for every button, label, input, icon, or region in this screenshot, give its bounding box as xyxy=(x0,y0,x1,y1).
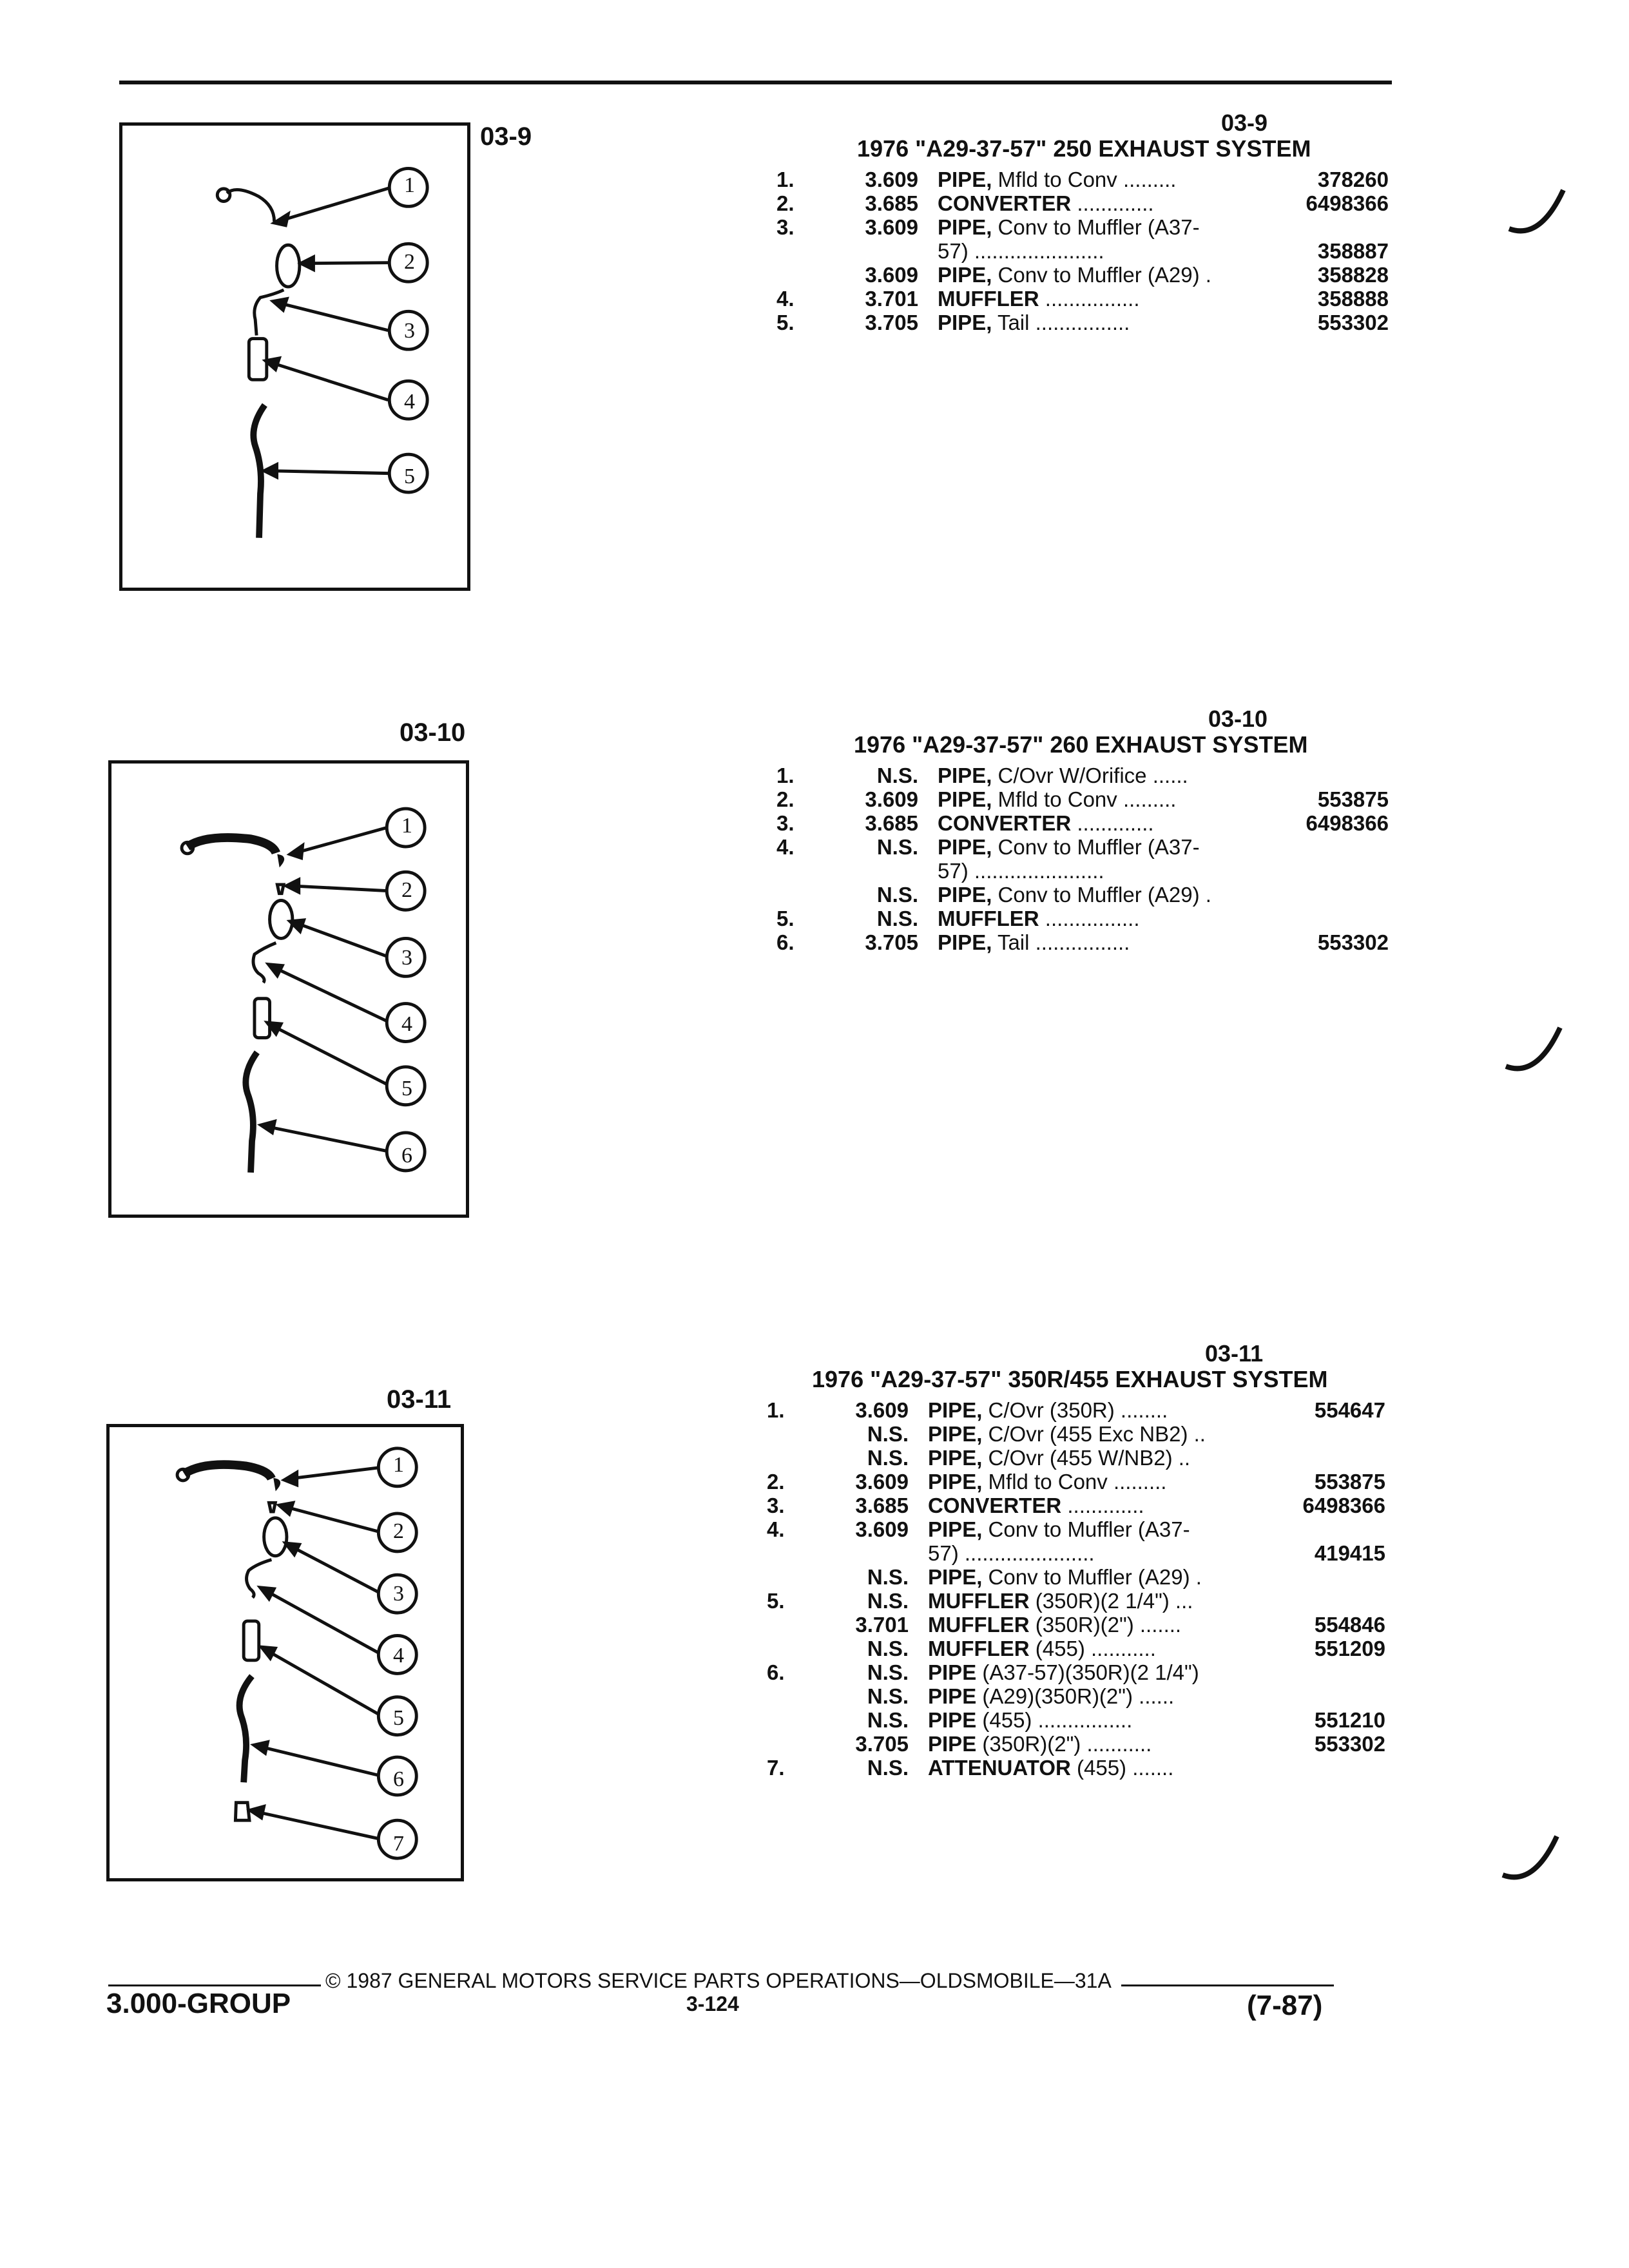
part-detail: C/Ovr W/Orifice ...... xyxy=(992,764,1188,787)
part-number: 419415 xyxy=(1314,1541,1385,1565)
part-description xyxy=(938,191,1154,216)
part-description xyxy=(928,1589,1193,1613)
part-detail: (455) ................ xyxy=(976,1708,1133,1732)
group-number: 3.609 xyxy=(865,215,918,239)
part-name: PIPE xyxy=(928,1660,977,1684)
part-detail: (350R)(2") ....... xyxy=(1029,1613,1182,1637)
callout-4: 4 xyxy=(401,1012,412,1036)
figure-label-03-11: 03-11 xyxy=(387,1385,452,1414)
item-number: 6. xyxy=(767,1660,785,1684)
item-number: 1. xyxy=(767,1398,785,1422)
part-detail: Conv to Muffler (A37- xyxy=(992,835,1200,859)
part-name: CONVERTER xyxy=(928,1494,1062,1517)
part-detail: ............. xyxy=(1071,191,1154,215)
part-row xyxy=(767,1398,1385,1422)
part-detail: ............. xyxy=(1061,1494,1144,1517)
item-number: 7. xyxy=(767,1756,785,1780)
bracket-mark xyxy=(1498,1008,1576,1086)
part-row xyxy=(776,883,1389,907)
part-detail: C/Ovr (455 Exc NB2) .. xyxy=(982,1422,1206,1446)
item-number: 1. xyxy=(776,764,795,787)
bracket-mark xyxy=(1501,171,1579,248)
part-row xyxy=(776,191,1389,215)
callout-5: 5 xyxy=(393,1706,404,1730)
part-row xyxy=(776,811,1389,835)
part-row xyxy=(776,859,1389,883)
section-code: 03-10 xyxy=(1208,706,1268,732)
group-number: N.S. xyxy=(867,1756,909,1780)
part-description xyxy=(928,1470,1166,1494)
part-number: 358887 xyxy=(1317,239,1389,263)
group-number: 3.609 xyxy=(855,1470,909,1494)
part-description xyxy=(928,1398,1168,1423)
item-number: 3. xyxy=(776,811,795,835)
item-number: 3. xyxy=(776,215,795,239)
part-name: PIPE, xyxy=(928,1398,983,1422)
section-title: 1976 "A29-37-57" 260 EXHAUST SYSTEM xyxy=(854,731,1308,758)
part-row xyxy=(767,1756,1385,1780)
part-row xyxy=(767,1517,1385,1541)
part-description xyxy=(928,1660,1199,1685)
part-name: CONVERTER xyxy=(938,191,1072,215)
item-number: 4. xyxy=(776,287,795,311)
item-number: 5. xyxy=(776,907,795,930)
part-row xyxy=(776,787,1389,811)
part-number: 553302 xyxy=(1317,311,1389,334)
part-detail: Conv to Muffler (A29) . xyxy=(992,263,1211,287)
group-number: 3.685 xyxy=(865,191,918,215)
part-detail: ............. xyxy=(1071,811,1154,835)
part-name: PIPE, xyxy=(938,263,992,287)
item-number: 4. xyxy=(776,835,795,859)
part-row xyxy=(776,287,1389,311)
section-title: 1976 "A29-37-57" 350R/455 EXHAUST SYSTEM xyxy=(812,1366,1328,1392)
part-number: 358828 xyxy=(1317,263,1389,287)
group-number: 3.705 xyxy=(865,930,918,954)
part-detail: Mfld to Conv ......... xyxy=(992,787,1177,811)
part-number: 553302 xyxy=(1317,930,1389,954)
section-code: 03-9 xyxy=(1221,110,1268,136)
callout-3: 3 xyxy=(401,946,412,970)
part-row xyxy=(776,835,1389,859)
part-detail: (350R)(2 1/4") ... xyxy=(1029,1589,1193,1613)
part-name: PIPE xyxy=(928,1708,977,1732)
part-row xyxy=(767,1708,1385,1732)
part-description xyxy=(938,215,1200,240)
part-detail: (A37-57)(350R)(2 1/4") xyxy=(976,1660,1199,1684)
part-description xyxy=(928,1613,1181,1637)
callout-6: 6 xyxy=(401,1144,412,1168)
part-name: MUFFLER xyxy=(928,1637,1030,1660)
part-row xyxy=(767,1589,1385,1613)
part-row xyxy=(767,1613,1385,1637)
group-number: 3.705 xyxy=(855,1732,909,1756)
figure-03-10 xyxy=(108,760,469,1218)
part-detail: (455) ........... xyxy=(1029,1637,1156,1660)
group-label: 3.000-GROUP xyxy=(106,1988,291,2019)
part-name: PIPE, xyxy=(928,1517,983,1541)
part-description xyxy=(928,1541,1095,1566)
group-number: N.S. xyxy=(867,1637,909,1660)
part-description xyxy=(938,287,1140,311)
part-description xyxy=(928,1517,1190,1542)
part-detail: Conv to Muffler (A29) . xyxy=(992,883,1211,907)
part-description xyxy=(928,1732,1152,1756)
part-detail: ................ xyxy=(1039,907,1140,930)
part-name: MUFFLER xyxy=(938,287,1039,311)
part-detail: Tail ................ xyxy=(992,930,1130,954)
part-row xyxy=(767,1541,1385,1565)
part-row xyxy=(767,1637,1385,1660)
section-title: 1976 "A29-37-57" 250 EXHAUST SYSTEM xyxy=(857,135,1311,162)
part-name: PIPE, xyxy=(938,787,992,811)
part-number: 554647 xyxy=(1314,1398,1385,1422)
group-number: N.S. xyxy=(867,1589,909,1613)
part-description xyxy=(938,811,1154,836)
part-description xyxy=(928,1446,1190,1470)
callout-7: 7 xyxy=(393,1832,404,1856)
item-number: 4. xyxy=(767,1517,785,1541)
part-number: 6498366 xyxy=(1306,191,1389,215)
part-detail: Mfld to Conv ......... xyxy=(982,1470,1167,1494)
exhaust-diagram-03-9 xyxy=(122,126,467,588)
callout-5: 5 xyxy=(401,1077,412,1100)
part-name: PIPE, xyxy=(928,1446,983,1470)
part-name: PIPE, xyxy=(928,1565,983,1589)
revision-date: (7-87) xyxy=(1247,1990,1323,2021)
part-name: PIPE, xyxy=(938,930,992,954)
part-number: 358888 xyxy=(1317,287,1389,311)
callout-3: 3 xyxy=(393,1582,404,1606)
group-number: 3.685 xyxy=(855,1494,909,1517)
part-detail: Conv to Muffler (A29) . xyxy=(982,1565,1202,1589)
part-detail: Conv to Muffler (A37- xyxy=(982,1517,1190,1541)
callout-2: 2 xyxy=(401,878,412,902)
group-number: N.S. xyxy=(867,1422,909,1446)
group-number: N.S. xyxy=(867,1708,909,1732)
part-number: 6498366 xyxy=(1302,1494,1385,1517)
group-number: 3.685 xyxy=(865,811,918,835)
part-name: MUFFLER xyxy=(928,1613,1030,1637)
footer-rule-right xyxy=(1121,1984,1334,1986)
group-number: 3.609 xyxy=(865,263,918,287)
part-description xyxy=(938,764,1188,788)
group-number: N.S. xyxy=(867,1446,909,1470)
part-description xyxy=(928,1494,1144,1518)
callout-5: 5 xyxy=(404,465,415,488)
footer-rule-left xyxy=(108,1984,321,1986)
part-row xyxy=(776,239,1389,263)
part-row xyxy=(776,168,1389,191)
part-name: PIPE, xyxy=(938,215,992,239)
part-row xyxy=(767,1684,1385,1708)
parts-section-03-11 xyxy=(767,1340,1385,1791)
part-description xyxy=(938,263,1211,287)
part-detail: ................ xyxy=(1039,287,1140,311)
callout-1: 1 xyxy=(393,1453,404,1477)
group-number: N.S. xyxy=(867,1684,909,1708)
item-number: 3. xyxy=(767,1494,785,1517)
part-row xyxy=(767,1565,1385,1589)
part-number: 378260 xyxy=(1317,168,1389,191)
part-description xyxy=(938,311,1130,335)
part-name: PIPE, xyxy=(928,1422,983,1446)
part-detail: 57) ...................... xyxy=(928,1541,1095,1565)
part-detail: (350R)(2") ........... xyxy=(976,1732,1152,1756)
part-number: 551210 xyxy=(1314,1708,1385,1732)
group-number: 3.609 xyxy=(855,1517,909,1541)
part-name: PIPE, xyxy=(928,1470,983,1494)
group-number: N.S. xyxy=(867,1660,909,1684)
part-row xyxy=(776,907,1389,930)
part-detail: (455) ....... xyxy=(1070,1756,1174,1780)
part-description xyxy=(938,168,1176,192)
section-code: 03-11 xyxy=(1205,1340,1264,1367)
callout-4: 4 xyxy=(404,390,415,414)
part-name: PIPE, xyxy=(938,764,992,787)
figure-label-03-10: 03-10 xyxy=(400,718,466,747)
part-name: PIPE, xyxy=(938,883,992,907)
item-number: 2. xyxy=(776,191,795,215)
part-description xyxy=(928,1684,1174,1709)
callout-6: 6 xyxy=(393,1767,404,1791)
part-description xyxy=(938,883,1211,907)
part-row xyxy=(776,764,1389,787)
part-row xyxy=(776,930,1389,954)
bracket-mark xyxy=(1495,1817,1572,1894)
part-description xyxy=(938,930,1130,955)
group-number: N.S. xyxy=(867,1565,909,1589)
group-number: N.S. xyxy=(876,907,918,930)
part-name: ATTENUATOR xyxy=(928,1756,1071,1780)
parts-section-03-9 xyxy=(776,110,1389,354)
callout-1: 1 xyxy=(404,173,415,197)
part-row xyxy=(767,1660,1385,1684)
part-number: 553875 xyxy=(1317,787,1389,811)
part-name: PIPE xyxy=(928,1684,977,1708)
group-number: 3.701 xyxy=(865,287,918,311)
exhaust-diagram-03-11 xyxy=(110,1427,461,1878)
group-number: N.S. xyxy=(876,764,918,787)
item-number: 6. xyxy=(776,930,795,954)
part-detail: Tail ................ xyxy=(992,311,1130,334)
part-row xyxy=(776,215,1389,239)
copyright-line: © 1987 GENERAL MOTORS SERVICE PARTS OPERATIONS—OLDSMOBILE—31A xyxy=(325,1969,1112,1992)
parts-section-03-10 xyxy=(776,706,1389,976)
callout-1: 1 xyxy=(401,814,412,838)
part-number: 554846 xyxy=(1314,1613,1385,1637)
part-row xyxy=(767,1732,1385,1756)
part-row xyxy=(767,1470,1385,1494)
part-detail: 57) ...................... xyxy=(938,859,1104,883)
part-row xyxy=(776,311,1389,334)
part-detail: C/Ovr (455 W/NB2) .. xyxy=(982,1446,1191,1470)
part-description xyxy=(928,1565,1202,1590)
part-row xyxy=(767,1494,1385,1517)
part-number: 6498366 xyxy=(1306,811,1389,835)
exhaust-diagram-03-10 xyxy=(111,764,466,1215)
part-name: PIPE, xyxy=(938,311,992,334)
callout-3: 3 xyxy=(404,319,415,343)
item-number: 1. xyxy=(776,168,795,191)
part-name: PIPE xyxy=(928,1732,977,1756)
group-number: 3.609 xyxy=(865,168,918,191)
part-name: MUFFLER xyxy=(928,1589,1030,1613)
callout-2: 2 xyxy=(404,250,415,274)
group-number: 3.705 xyxy=(865,311,918,334)
part-name: CONVERTER xyxy=(938,811,1072,835)
figure-label-03-9: 03-9 xyxy=(480,122,532,151)
item-number: 2. xyxy=(776,787,795,811)
item-number: 5. xyxy=(767,1589,785,1613)
part-description xyxy=(938,835,1200,860)
item-number: 5. xyxy=(776,311,795,334)
part-row xyxy=(776,263,1389,287)
callout-2: 2 xyxy=(393,1519,404,1543)
part-row xyxy=(767,1422,1385,1446)
part-name: PIPE, xyxy=(938,835,992,859)
part-description xyxy=(928,1637,1156,1661)
part-detail: (A29)(350R)(2") ...... xyxy=(976,1684,1175,1708)
part-number: 553302 xyxy=(1314,1732,1385,1756)
item-number: 2. xyxy=(767,1470,785,1494)
part-description xyxy=(928,1422,1206,1446)
part-description xyxy=(938,907,1140,931)
part-detail: C/Ovr (350R) ........ xyxy=(982,1398,1168,1422)
part-name: MUFFLER xyxy=(938,907,1039,930)
part-description xyxy=(938,787,1176,812)
figure-03-9 xyxy=(119,122,470,591)
group-number: N.S. xyxy=(876,883,918,907)
group-number: 3.701 xyxy=(855,1613,909,1637)
part-detail: Conv to Muffler (A37- xyxy=(992,215,1200,239)
callout-4: 4 xyxy=(393,1644,404,1667)
part-number: 551209 xyxy=(1314,1637,1385,1660)
part-description xyxy=(938,859,1104,883)
group-number: N.S. xyxy=(876,835,918,859)
group-number: 3.609 xyxy=(855,1398,909,1422)
part-row xyxy=(767,1446,1385,1470)
part-description xyxy=(928,1756,1173,1780)
top-rule xyxy=(119,81,1392,84)
page-number: 3-124 xyxy=(686,1992,739,2015)
part-number: 553875 xyxy=(1314,1470,1385,1494)
part-description xyxy=(928,1708,1132,1733)
part-detail: Mfld to Conv ......... xyxy=(992,168,1177,191)
group-number: 3.609 xyxy=(865,787,918,811)
part-name: PIPE, xyxy=(938,168,992,191)
part-detail: 57) ...................... xyxy=(938,239,1104,263)
figure-03-11 xyxy=(106,1424,464,1881)
part-description xyxy=(938,239,1104,264)
